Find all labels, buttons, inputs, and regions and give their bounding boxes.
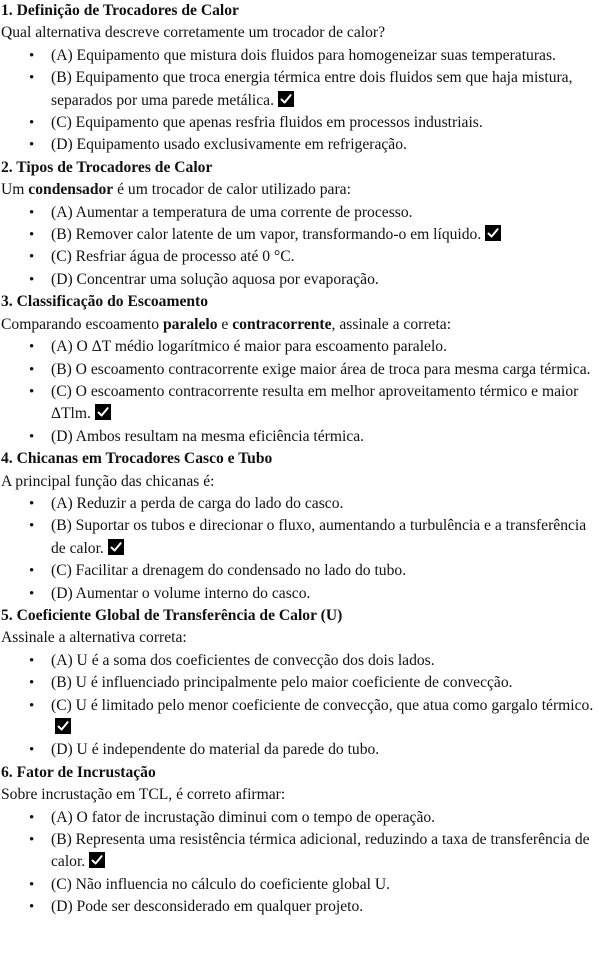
question-text xyxy=(1,627,599,649)
option-text: (B) O escoamento contracorrente exige maior área de troca para mesma carga térmica. xyxy=(51,360,591,378)
section-4 xyxy=(1,448,599,605)
option-item xyxy=(1,583,599,605)
option-item xyxy=(1,560,599,582)
check-mark-icon xyxy=(95,404,111,420)
section-3 xyxy=(1,291,599,448)
option-item xyxy=(1,381,599,426)
question-fragment: Qual alternativa descreve corretamente um trocador de calor? xyxy=(1,24,386,42)
option-text: (B) Representa uma resistência térmica adicional, reduzindo a taxa de transferência de calor. xyxy=(51,831,590,871)
option-item xyxy=(1,202,599,224)
option-item xyxy=(1,807,599,829)
option-text: (B) Equipamento que troca energia térmica entre dois fluidos sem que haja mistura, separados por uma parede metálica. xyxy=(51,69,573,109)
question-text xyxy=(1,314,599,336)
question-fragment: Sobre incrustação em TCL, é correto afirmar: xyxy=(1,786,286,804)
option-text: (D) Aumentar o volume interno do casco. xyxy=(51,584,311,602)
option-text: (A) Reduzir a perda de carga do lado do casco. xyxy=(51,494,344,512)
option-item xyxy=(1,672,599,694)
option-text: (D) Ambos resultam na mesma eficiência térmica. xyxy=(51,427,365,445)
check-mark-icon xyxy=(278,91,294,107)
option-item xyxy=(1,359,599,381)
section-1 xyxy=(1,0,599,157)
option-item xyxy=(1,112,599,134)
option-text: (B) Suportar os tubos e direcionar o fluxo, aumentando a turbulência e a transferência de calor. xyxy=(51,517,587,557)
option-text: (C) Não influencia no cálculo do coeficiente global U. xyxy=(51,875,391,893)
option-item xyxy=(1,515,599,560)
option-text: (A) Equipamento que mistura dois fluidos para homogeneizar suas temperaturas. xyxy=(51,46,556,64)
option-text: (A) U é a soma dos coeficientes de convecção dos dois lados. xyxy=(51,651,435,669)
option-text: (C) Equipamento que apenas resfria fluidos em processos industriais. xyxy=(51,114,483,132)
option-text: (A) Aumentar a temperatura de uma corrente de processo. xyxy=(51,203,413,221)
option-text: (D) Concentrar uma solução aquosa por evaporação. xyxy=(51,270,379,288)
options-list xyxy=(1,336,599,448)
section-title: 1. Definição de Trocadores de Calor xyxy=(1,2,239,19)
question-text xyxy=(1,22,599,44)
section-title: 6. Fator de Incrustação xyxy=(1,763,156,781)
check-mark-icon xyxy=(89,852,105,868)
option-text: (C) Resfriar água de processo até 0 °C. xyxy=(51,248,295,266)
option-item xyxy=(1,336,599,358)
option-text: (C) O escoamento contracorrente resulta em melhor aproveitamento térmico e maior ΔTlm. xyxy=(51,382,579,423)
question-fragment: é um trocador de calor utilizado para: xyxy=(113,181,351,199)
option-text: (D) Equipamento usado exclusivamente em refrigeração. xyxy=(51,136,407,154)
question-fragment: paralelo xyxy=(162,315,218,333)
option-text: (C) U é limitado pelo menor coeficiente de convecção, que atua como gargalo térmico. xyxy=(51,696,594,714)
section-title: 4. Chicanas em Trocadores Casco e Tubo xyxy=(1,450,273,468)
option-item xyxy=(1,493,599,515)
question-text xyxy=(1,784,599,806)
option-item xyxy=(1,739,599,761)
options-list xyxy=(1,807,599,919)
question-fragment: Comparando escoamento xyxy=(1,315,163,333)
question-fragment: e xyxy=(217,315,233,333)
question-text xyxy=(1,179,599,201)
section-2 xyxy=(1,157,599,291)
question-fragment: contracorrente xyxy=(232,315,332,333)
option-text: (A) O ΔT médio logarítmico é maior para escoamento paralelo. xyxy=(51,338,447,356)
option-text: (B) U é influenciado principalmente pelo maior coeficiente de convecção. xyxy=(51,674,513,692)
check-mark-icon xyxy=(485,225,501,241)
section-title: 5. Coeficiente Global de Transferência de Calor (U) xyxy=(1,606,343,624)
option-item xyxy=(1,896,599,918)
option-text: (C) Facilitar a drenagem do condensado no lado do tubo. xyxy=(51,562,407,580)
option-text: (D) Pode ser desconsiderado em qualquer projeto. xyxy=(51,898,364,916)
question-fragment: condensador xyxy=(28,181,114,199)
options-list xyxy=(1,493,599,605)
question-fragment: , assinale a correta: xyxy=(331,315,452,333)
option-text: (B) Remover calor latente de um vapor, transformando-o em líquido. xyxy=(51,226,482,244)
options-list xyxy=(1,45,599,157)
options-list xyxy=(1,202,599,292)
check-mark-icon xyxy=(55,718,71,734)
option-item xyxy=(1,45,599,67)
option-item xyxy=(1,134,599,156)
question-text xyxy=(1,471,599,493)
option-item xyxy=(1,874,599,896)
option-text: (D) U é independente do material da parede do tubo. xyxy=(51,741,380,759)
section-5 xyxy=(1,605,599,762)
question-fragment: Um xyxy=(1,181,29,199)
options-list xyxy=(1,650,599,762)
check-mark-icon xyxy=(108,539,124,555)
section-title: 2. Tipos de Trocadores de Calor xyxy=(1,158,213,176)
option-item xyxy=(1,650,599,672)
option-item xyxy=(1,224,599,246)
section-title: 3. Classificação do Escoamento xyxy=(1,293,209,311)
option-item xyxy=(1,67,599,112)
option-item xyxy=(1,246,599,268)
option-text: (A) O fator de incrustação diminui com o tempo de operação. xyxy=(51,808,436,826)
option-item xyxy=(1,426,599,448)
option-item xyxy=(1,695,599,740)
option-item xyxy=(1,269,599,291)
question-fragment: A principal função das chicanas é: xyxy=(1,472,215,490)
option-item xyxy=(1,829,599,874)
question-fragment: Assinale a alternativa correta: xyxy=(1,629,187,647)
section-6 xyxy=(1,762,599,919)
